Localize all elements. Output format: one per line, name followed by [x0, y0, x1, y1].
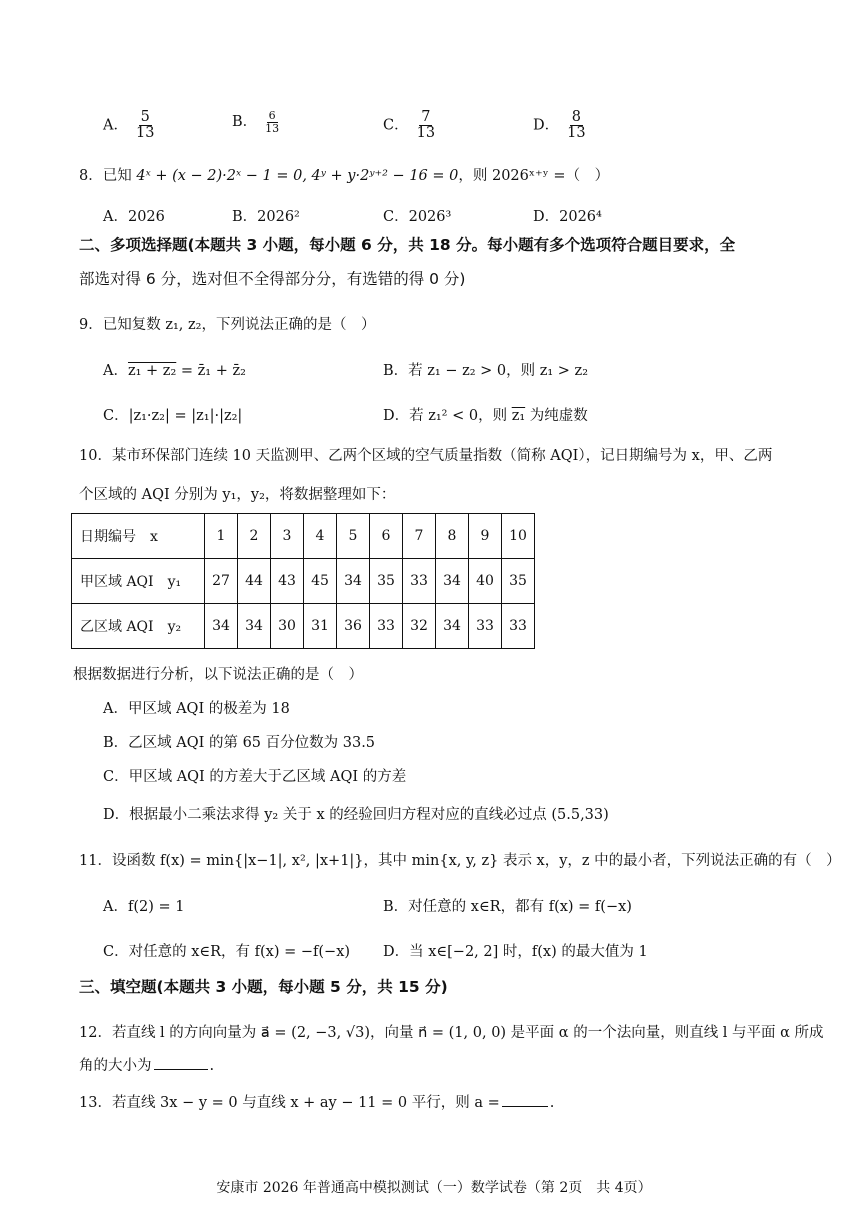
- q12-stem-line1: 12．若直线 l 的方向向量为 a⃗ = (2, −3, √3)，向量 n⃗ = (1, 0, 0) 是平面 α 的一个法向量，则直线 l 与平面 α 所成: [79, 1025, 824, 1041]
- q10-stem-line1: 10．某市环保部门连续 10 天监测甲、乙两个区域的空气质量指数（简称 AQI），记日期编号为 x，甲、乙两: [79, 448, 773, 464]
- q8-option-c: C．2026³: [383, 209, 452, 225]
- q8-option-a: A．2026: [103, 209, 165, 225]
- q10-option-b: B．乙区域 AQI 的第 65 百分位数为 33.5: [103, 735, 376, 751]
- table-cell: 1: [205, 514, 238, 559]
- q8-option-d: D．2026⁴: [533, 209, 602, 225]
- table-cell: 34: [436, 604, 469, 649]
- q7-option-a: A． $\frac{5}{13}$: [103, 109, 155, 142]
- q7-c-numerator: 7: [421, 109, 431, 125]
- table-cell: 27: [205, 559, 238, 604]
- table-cell: 33: [502, 604, 535, 649]
- table-cell: 2: [238, 514, 271, 559]
- table-cell: 34: [436, 559, 469, 604]
- table-cell: 31: [304, 604, 337, 649]
- row-header-region-a: 甲区域 AQI y₁: [72, 559, 205, 604]
- section2-heading-line2: 部选对得 6 分，选对但不全得部分分，有选错的得 0 分): [79, 270, 466, 288]
- table-cell: 8: [436, 514, 469, 559]
- q7-option-d: D． $\frac{8}{13}$: [533, 109, 586, 142]
- table-cell: 43: [271, 559, 304, 604]
- q11-option-c: C．对任意的 x∈R，有 f(x) = −f(−x): [103, 944, 351, 960]
- table-cell: 40: [469, 559, 502, 604]
- q13-answer-blank[interactable]: [502, 1106, 548, 1107]
- q10-option-c: C．甲区域 AQI 的方差大于乙区域 AQI 的方差: [103, 769, 407, 785]
- table-cell: 34: [205, 604, 238, 649]
- q10-stem-line2: 个区域的 AQI 分别为 y₁，y₂，将数据整理如下：: [79, 487, 396, 503]
- q9-d-conjugate: z₁: [511, 408, 526, 424]
- q8-option-b: B．2026²: [232, 209, 300, 225]
- q8-equation: 4ˣ + (x − 2)·2ˣ − 1 = 0, 4ʸ + y·2ʸ⁺² − 16 = 0: [136, 168, 459, 184]
- q7-option-c: C． $\frac{7}{13}$: [383, 109, 436, 142]
- table-cell: 9: [469, 514, 502, 559]
- q7-option-b: B． $\frac{6}{13}$: [232, 109, 280, 135]
- q7-d-denominator: 13: [567, 125, 586, 142]
- table-row: [72, 514, 535, 559]
- q7-c-denominator: 13: [416, 125, 436, 142]
- row-header-region-b: 乙区域 AQI y₂: [72, 604, 205, 649]
- section3-heading: 三、填空题(本题共 3 小题，每小题 5 分，共 15 分): [79, 978, 448, 996]
- q13-stem: 13．若直线 3x − y = 0 与直线 x + ay − 11 = 0 平行，则 a = .: [79, 1095, 555, 1111]
- q7-b-denominator: 13: [265, 121, 280, 135]
- q10-option-a: A．甲区域 AQI 的极差为 18: [103, 701, 290, 717]
- table-cell: 45: [304, 559, 337, 604]
- q9-option-c: C．|z₁·z₂| = |z₁|·|z₂|: [103, 408, 243, 424]
- table-cell: 10: [502, 514, 535, 559]
- page-footer: 安康市 2026 年普通高中模拟测试（一）数学试卷（第 2页 共 4页）: [216, 1180, 652, 1196]
- table-row: [72, 559, 535, 604]
- q12-answer-blank[interactable]: [154, 1069, 208, 1070]
- table-cell: 33: [403, 559, 436, 604]
- table-cell: 36: [337, 604, 370, 649]
- q9-a-conjugate-sum: z₁ + z₂: [127, 363, 177, 379]
- q7-a-denominator: 13: [135, 125, 155, 142]
- q7-b-numerator: 6: [268, 109, 276, 122]
- table-cell: 33: [469, 604, 502, 649]
- q12-stem-line2: 角的大小为 .: [79, 1058, 215, 1074]
- q11-option-a: A．f(2) = 1: [103, 899, 185, 915]
- table-cell: 33: [370, 604, 403, 649]
- row-header-date: 日期编号 x: [72, 514, 205, 559]
- table-cell: 35: [370, 559, 403, 604]
- q7-a-numerator: 5: [140, 109, 150, 125]
- table-cell: 7: [403, 514, 436, 559]
- table-cell: 34: [238, 604, 271, 649]
- table-cell: 32: [403, 604, 436, 649]
- q11-stem: 11．设函数 f(x) = min{|x−1|, x², |x+1|}，其中 min{x, y, z} 表示 x，y，z 中的最小者，下列说法正确的有（ ）: [79, 853, 841, 869]
- table-cell: 34: [337, 559, 370, 604]
- q9-option-a: A．z₁ + z₂ = z̄₁ + z̄₂: [103, 363, 246, 379]
- q10-option-d: D．根据最小二乘法求得 y₂ 关于 x 的经验回归方程对应的直线必过点 (5.5,33): [103, 807, 609, 823]
- aqi-table: [71, 513, 535, 649]
- table-cell: 30: [271, 604, 304, 649]
- table-cell: 4: [304, 514, 337, 559]
- q10-analysis-prompt: 根据数据进行分析，以下说法正确的是（ ）: [73, 667, 363, 683]
- table-row: [72, 604, 535, 649]
- table-cell: 35: [502, 559, 535, 604]
- table-cell: 6: [370, 514, 403, 559]
- q11-option-d: D．当 x∈[−2, 2] 时，f(x) 的最大值为 1: [383, 944, 648, 960]
- q7-d-numerator: 8: [571, 109, 581, 125]
- q9-option-b: B．若 z₁ − z₂ > 0，则 z₁ > z₂: [383, 363, 589, 379]
- q11-option-b: B．对任意的 x∈R，都有 f(x) = f(−x): [383, 899, 632, 915]
- q9-stem: 9．已知复数 z₁, z₂，下列说法正确的是（ ）: [79, 317, 376, 333]
- table-cell: 3: [271, 514, 304, 559]
- table-cell: 44: [238, 559, 271, 604]
- section2-heading-line1: 二、多项选择题(本题共 3 小题，每小题 6 分，共 18 分。每小题有多个选项符合题目要求，全: [79, 236, 736, 254]
- table-cell: 5: [337, 514, 370, 559]
- q8-stem: 8．已知 4ˣ + (x − 2)·2ˣ − 1 = 0, 4ʸ + y·2ʸ⁺² − 16 = 0，则 2026ˣ⁺ʸ =（ ）: [79, 168, 610, 184]
- q9-option-d: D．若 z₁² < 0，则 z₁ 为纯虚数: [383, 408, 588, 424]
